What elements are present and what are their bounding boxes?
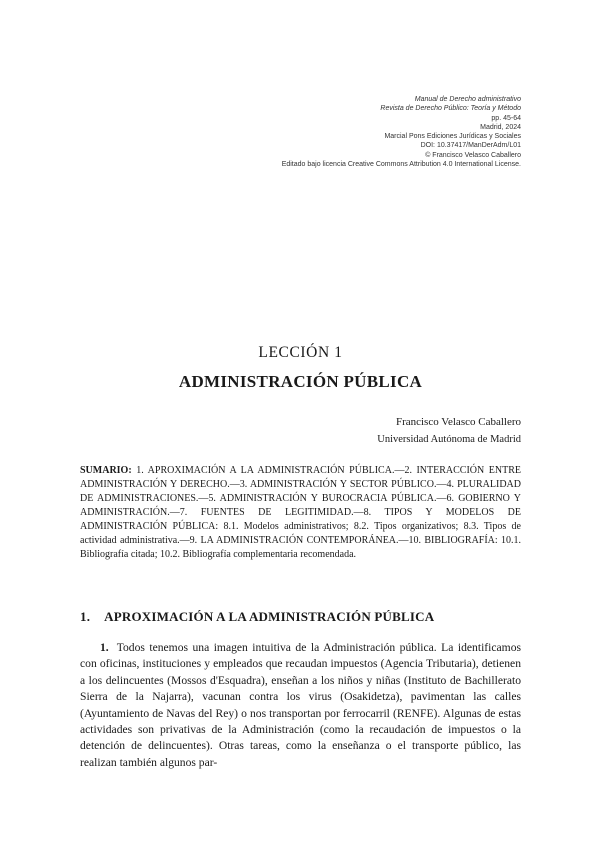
place-year: Madrid, 2024 [480,123,521,131]
page-range: pp. 45-64 [491,114,521,122]
doi: DOI: 10.37417/ManDerAdm/L01 [420,142,521,150]
lesson-title: ADMINISTRACIÓN PÚBLICA [178,372,423,391]
section-number: 1. [80,609,91,624]
section-heading [80,609,434,625]
book-title: Manual de Derecho administrativo [414,96,521,103]
body-paragraph [80,640,521,771]
summary-label: SUMARIO: [80,465,132,476]
summary [80,464,521,562]
lesson-label: LECCIÓN 1 [258,344,343,361]
summary-text: 1. APROXIMACIÓN A LA ADMINISTRACIÓN PÚBLICA.—2. INTERACCIÓN ENTRE ADMINISTRACIÓN Y DERECHO.—3. ADMINISTRACIÓN Y SECTOR PÚBLICO.—4. PLURALIDAD DE ADMINISTRACIONES.—5. ADMINISTRACIÓN Y BUROCRACIA PÚBLICA.—6. GOBIERNO Y ADMINISTRACIÓN.—7. FUENTES DE LEGITIMIDAD.—8. TIPOS Y MODELOS DE ADMINISTRACIÓN PÚBLICA: 8.1. Modelos administrativos; 8.2. Tipos organizativos; 8.3. Tipos de actividad administrativa.—9. LA ADMINISTRACIÓN CONTEMPORÁNEA.—10. BIBLIOGRAFÍA: 10.1. Bibliografía citada; 10.2. Bibliografía complementaria recomendada. [80,465,521,560]
publisher: Marcial Pons Ediciones Jurídicas y Sociales [384,133,521,141]
author-affiliation: Universidad Autónoma de Madrid [377,434,521,445]
author-name: Francisco Velasco Caballero [395,416,521,428]
paragraph-number: 1. [100,641,109,654]
section-title: APROXIMACIÓN A LA ADMINISTRACIÓN PÚBLICA [104,609,435,624]
publication-metadata [282,95,521,169]
series-title: Revista de Derecho Público: Teoría y Método [380,105,521,113]
copyright: © Francisco Velasco Caballero [425,151,521,159]
paragraph-text: Todos tenemos una imagen intuitiva de la Administración pública. La identificamos con oficinas, instituciones y empleados que recaudan impuestos (Agencia Tributaria), detienen a los delincuentes (Mossos d'Esquadra), enseñan a los niños y niñas (Instituto de Bachillerato Sierra de la Najarra), vacunan contra los virus (Osakidetza), pavimentan las calles (Ayuntamiento de Navas del Rey) o nos transportan por ferrocarril (RENFE). Algunas de estas actividades son privativas de la Administración (como la recaudación de impuestos o la detención de delincuentes). Otras tareas, como la enseñanza o el transporte público, las realizan también algunos par- [80,641,521,769]
license: Editado bajo licencia Creative Commons Attribution 4.0 International License. [281,161,521,169]
